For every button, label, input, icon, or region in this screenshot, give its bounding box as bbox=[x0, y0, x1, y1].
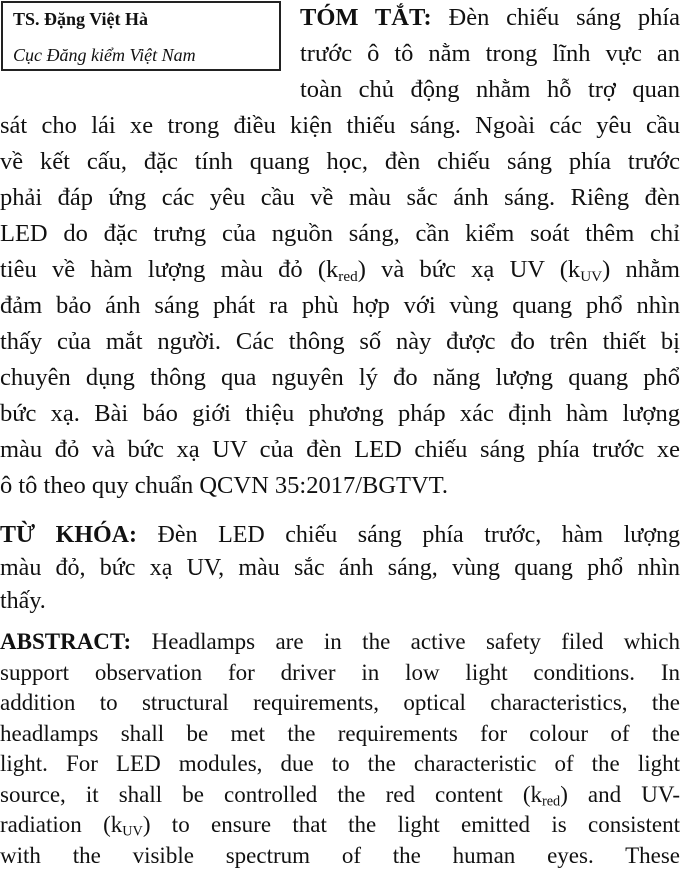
keywords-line bbox=[0, 519, 680, 552]
text-segment: màu đỏ, bức xạ UV, màu sắc ánh sáng, vùng quang phổ nhìn bbox=[0, 555, 680, 581]
summary-line bbox=[0, 252, 680, 288]
text-segment: màu đỏ và bức xạ UV của đèn LED chiếu sáng phía trước xe bbox=[0, 436, 680, 463]
abstract-line bbox=[0, 658, 680, 689]
text-segment: Headlamps are in the active safety filed which bbox=[131, 629, 680, 654]
text-segment: ) and UV- bbox=[560, 781, 680, 807]
text-segment: tiêu về hàm lượng màu đỏ (k bbox=[0, 256, 339, 283]
summary-line bbox=[300, 72, 680, 108]
abstract-line bbox=[0, 810, 680, 841]
summary-line bbox=[0, 288, 680, 324]
text-segment: đảm bảo ánh sáng phát ra phù hợp với vùng quang phổ nhìn bbox=[0, 292, 680, 319]
text-segment: thấy của mắt người. Các thông số này được đo trên thiết bị bbox=[0, 328, 680, 355]
abstract-line bbox=[0, 688, 680, 719]
text-segment: radiation (k bbox=[0, 812, 123, 837]
text-segment: trước ô tô nằm trong lĩnh vực an bbox=[300, 40, 680, 67]
subscript: UV bbox=[580, 267, 603, 285]
summary-line bbox=[300, 0, 680, 36]
text-segment: with the visible spectrum of the human eyes. These bbox=[0, 842, 680, 868]
summary-line bbox=[0, 432, 680, 468]
abstract-label: ABSTRACT: bbox=[0, 629, 132, 654]
summary-line bbox=[0, 324, 680, 360]
text-segment: bức xạ. Bài báo giới thiệu phương pháp xác định hàm lượng bbox=[0, 400, 680, 427]
abstract-line bbox=[0, 627, 680, 658]
abstract-line bbox=[0, 749, 680, 780]
summary-line bbox=[0, 468, 680, 504]
text-segment: source, it shall be controlled the red content (k bbox=[0, 781, 542, 807]
text-segment: về kết cấu, đặc tính quang học, đèn chiếu sáng phía trước bbox=[0, 148, 680, 175]
abstract-line bbox=[0, 780, 680, 811]
text-segment: ) to ensure that the light emitted is consistent bbox=[142, 812, 680, 837]
summary-line bbox=[0, 144, 680, 180]
text-segment: Đèn chiếu sáng phía bbox=[431, 4, 680, 31]
author-organization: Cục Đăng kiểm Việt Nam bbox=[13, 45, 196, 65]
summary-line bbox=[0, 180, 680, 216]
abstract-line bbox=[0, 719, 680, 750]
text-segment: chuyên dụng thông qua nguyên lý đo năng lượng quang phổ bbox=[0, 364, 680, 391]
text-segment: headlamps shall be met the requirements for colour of the bbox=[0, 720, 680, 746]
summary-line bbox=[300, 36, 680, 72]
summary-line bbox=[0, 360, 680, 396]
text-segment: Đèn LED chiếu sáng phía trước, hàm lượng bbox=[137, 522, 680, 548]
text-segment: ) và bức xạ UV (k bbox=[357, 256, 581, 283]
subscript: UV bbox=[122, 823, 143, 840]
subscript: red bbox=[338, 267, 358, 285]
keywords-line bbox=[0, 552, 680, 585]
text-segment: ) nhằm bbox=[602, 256, 680, 283]
text-segment: thấy. bbox=[0, 588, 46, 614]
summary-line bbox=[0, 108, 680, 144]
keywords-paragraph bbox=[0, 519, 680, 618]
summary-line bbox=[0, 216, 680, 252]
text-segment: ô tô theo quy chuẩn QCVN 35:2017/BGTVT. bbox=[0, 472, 448, 499]
abstract-paragraph bbox=[0, 627, 680, 871]
text-segment: light. For LED modules, due to the characteristic of the light bbox=[0, 751, 680, 776]
abstract-line bbox=[0, 841, 680, 872]
text-segment: LED do đặc trưng của nguồn sáng, cần kiểm soát thêm chỉ bbox=[0, 220, 680, 247]
text-segment: toàn chủ động nhằm hỗ trợ quan bbox=[300, 76, 680, 103]
text-segment: sát cho lái xe trong điều kiện thiếu sáng. Ngoài các yêu cầu bbox=[0, 112, 680, 139]
subscript: red bbox=[541, 793, 561, 810]
text-segment: support observation for driver in low light conditions. In bbox=[0, 659, 680, 685]
summary-line bbox=[0, 396, 680, 432]
keywords-line bbox=[0, 585, 680, 618]
keywords-label: TỪ KHÓA: bbox=[0, 522, 137, 548]
text-segment: phải đáp ứng các yêu cầu về màu sắc ánh sáng. Riêng đèn bbox=[0, 184, 680, 211]
text-segment: addition to structural requirements, optical characteristics, the bbox=[0, 690, 680, 715]
author-name: TS. Đặng Việt Hà bbox=[13, 9, 149, 29]
summary-label: TÓM TẮT: bbox=[300, 4, 432, 31]
